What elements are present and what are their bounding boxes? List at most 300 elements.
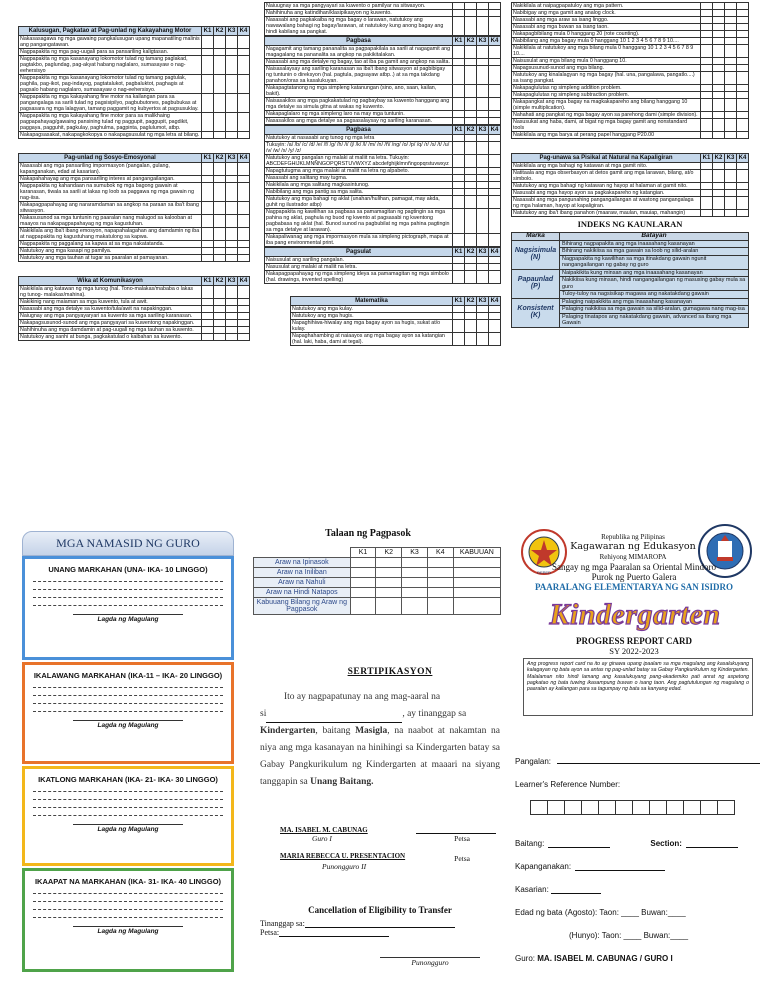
rating-cell[interactable]: [202, 334, 214, 341]
rating-cell[interactable]: [477, 306, 489, 313]
rating-cell[interactable]: [214, 286, 226, 299]
rating-cell[interactable]: [453, 135, 465, 142]
rating-cell[interactable]: [226, 299, 238, 306]
rating-cell[interactable]: [477, 168, 489, 175]
rating-cell[interactable]: [226, 183, 238, 202]
rating-cell[interactable]: [737, 24, 749, 31]
rating-cell[interactable]: [465, 59, 477, 66]
rating-cell[interactable]: [737, 112, 749, 119]
rating-cell[interactable]: [489, 98, 501, 111]
rating-cell[interactable]: [477, 17, 489, 36]
rating-cell[interactable]: [725, 119, 737, 132]
rating-cell[interactable]: [226, 327, 238, 334]
rating-cell[interactable]: [202, 320, 214, 327]
rating-cell[interactable]: [226, 334, 238, 341]
rating-cell[interactable]: [453, 271, 465, 284]
attendance-cell[interactable]: [350, 578, 376, 588]
rating-cell[interactable]: [701, 24, 713, 31]
rating-cell[interactable]: [238, 334, 250, 341]
rating-cell[interactable]: [226, 255, 238, 262]
lrn-digit-box[interactable]: [700, 800, 718, 815]
rating-cell[interactable]: [725, 31, 737, 38]
rating-cell[interactable]: [202, 228, 214, 241]
rating-cell[interactable]: [737, 210, 749, 217]
rating-cell[interactable]: [725, 45, 737, 58]
observation-quarter-box[interactable]: [22, 766, 234, 866]
rating-cell[interactable]: [737, 183, 749, 190]
rating-cell[interactable]: [214, 36, 226, 49]
rating-cell[interactable]: [214, 228, 226, 241]
rating-cell[interactable]: [701, 183, 713, 190]
note-line[interactable]: [33, 791, 223, 792]
rating-cell[interactable]: [477, 257, 489, 264]
rating-cell[interactable]: [214, 163, 226, 176]
rating-cell[interactable]: [489, 59, 501, 66]
rating-cell[interactable]: [465, 66, 477, 85]
rating-cell[interactable]: [453, 46, 465, 59]
rating-cell[interactable]: [477, 118, 489, 125]
rating-cell[interactable]: [477, 264, 489, 271]
observation-quarter-box[interactable]: [22, 556, 234, 660]
rating-cell[interactable]: [737, 3, 749, 10]
rating-cell[interactable]: [477, 85, 489, 98]
rating-cell[interactable]: [214, 327, 226, 334]
rating-cell[interactable]: [477, 135, 489, 142]
rating-cell[interactable]: [214, 202, 226, 215]
rating-cell[interactable]: [465, 135, 477, 142]
rating-cell[interactable]: [701, 119, 713, 132]
rating-cell[interactable]: [489, 175, 501, 182]
rating-cell[interactable]: [453, 142, 465, 155]
rating-cell[interactable]: [713, 72, 725, 85]
rating-cell[interactable]: [465, 10, 477, 17]
rating-cell[interactable]: [725, 17, 737, 24]
rating-cell[interactable]: [725, 170, 737, 183]
rating-cell[interactable]: [713, 85, 725, 92]
rating-cell[interactable]: [453, 189, 465, 196]
signature-line[interactable]: [73, 720, 183, 721]
rating-cell[interactable]: [238, 306, 250, 313]
rating-cell[interactable]: [214, 313, 226, 320]
rating-cell[interactable]: [453, 257, 465, 264]
rating-cell[interactable]: [238, 327, 250, 334]
rating-cell[interactable]: [489, 264, 501, 271]
rating-cell[interactable]: [465, 98, 477, 111]
rating-cell[interactable]: [701, 112, 713, 119]
rating-cell[interactable]: [214, 306, 226, 313]
rating-cell[interactable]: [238, 163, 250, 176]
rating-cell[interactable]: [202, 299, 214, 306]
lrn-digit-box[interactable]: [615, 800, 633, 815]
rating-cell[interactable]: [737, 197, 749, 210]
rating-cell[interactable]: [701, 58, 713, 65]
rating-cell[interactable]: [453, 118, 465, 125]
rating-cell[interactable]: [737, 119, 749, 132]
rating-cell[interactable]: [477, 46, 489, 59]
rating-cell[interactable]: [737, 92, 749, 99]
attendance-cell[interactable]: [402, 578, 428, 588]
rating-cell[interactable]: [477, 234, 489, 247]
rating-cell[interactable]: [226, 320, 238, 327]
rating-cell[interactable]: [465, 46, 477, 59]
rating-cell[interactable]: [725, 85, 737, 92]
rating-cell[interactable]: [214, 255, 226, 262]
attendance-cell[interactable]: [376, 568, 402, 578]
note-line[interactable]: [33, 799, 223, 800]
note-line[interactable]: [33, 893, 223, 894]
rating-cell[interactable]: [226, 75, 238, 94]
rating-cell[interactable]: [214, 241, 226, 248]
rating-cell[interactable]: [701, 92, 713, 99]
rating-cell[interactable]: [238, 183, 250, 202]
rating-cell[interactable]: [701, 65, 713, 72]
rating-cell[interactable]: [202, 183, 214, 202]
rating-cell[interactable]: [202, 286, 214, 299]
rating-cell[interactable]: [713, 170, 725, 183]
rating-cell[interactable]: [202, 176, 214, 183]
rating-cell[interactable]: [465, 264, 477, 271]
rating-cell[interactable]: [465, 85, 477, 98]
rating-cell[interactable]: [238, 228, 250, 241]
rating-cell[interactable]: [214, 334, 226, 341]
rating-cell[interactable]: [465, 17, 477, 36]
rating-cell[interactable]: [238, 36, 250, 49]
rating-cell[interactable]: [202, 163, 214, 176]
rating-cell[interactable]: [465, 189, 477, 196]
rating-cell[interactable]: [701, 132, 713, 139]
rating-cell[interactable]: [226, 248, 238, 255]
rating-cell[interactable]: [465, 313, 477, 320]
birthdate-field[interactable]: [515, 862, 760, 871]
rating-cell[interactable]: [737, 10, 749, 17]
rating-cell[interactable]: [453, 264, 465, 271]
rating-cell[interactable]: [701, 85, 713, 92]
rating-cell[interactable]: [713, 99, 725, 112]
rating-cell[interactable]: [453, 182, 465, 189]
rating-cell[interactable]: [238, 176, 250, 183]
rating-cell[interactable]: [713, 92, 725, 99]
rating-cell[interactable]: [202, 113, 214, 132]
rating-cell[interactable]: [489, 320, 501, 333]
rating-cell[interactable]: [725, 92, 737, 99]
rating-cell[interactable]: [238, 241, 250, 248]
rating-cell[interactable]: [701, 190, 713, 197]
rating-cell[interactable]: [713, 31, 725, 38]
rating-cell[interactable]: [226, 113, 238, 132]
rating-cell[interactable]: [725, 99, 737, 112]
rating-cell[interactable]: [202, 255, 214, 262]
rating-cell[interactable]: [202, 75, 214, 94]
rating-cell[interactable]: [489, 333, 501, 346]
rating-cell[interactable]: [238, 56, 250, 75]
rating-cell[interactable]: [202, 215, 214, 228]
rating-cell[interactable]: [725, 190, 737, 197]
rating-cell[interactable]: [713, 58, 725, 65]
age-august-field[interactable]: Edad ng bata (Agosto): Taon: ____ Buwan:____: [515, 908, 686, 917]
rating-cell[interactable]: [453, 313, 465, 320]
rating-cell[interactable]: [725, 210, 737, 217]
rating-cell[interactable]: [713, 197, 725, 210]
rating-cell[interactable]: [737, 45, 749, 58]
rating-cell[interactable]: [701, 31, 713, 38]
rating-cell[interactable]: [701, 72, 713, 85]
rating-cell[interactable]: [238, 94, 250, 113]
lrn-digit-box[interactable]: [717, 800, 735, 815]
rating-cell[interactable]: [725, 24, 737, 31]
rating-cell[interactable]: [453, 306, 465, 313]
rating-cell[interactable]: [737, 190, 749, 197]
rating-cell[interactable]: [202, 202, 214, 215]
note-line[interactable]: [33, 807, 223, 808]
rating-cell[interactable]: [238, 215, 250, 228]
rating-cell[interactable]: [453, 66, 465, 85]
rating-cell[interactable]: [701, 3, 713, 10]
rating-cell[interactable]: [465, 182, 477, 189]
rating-cell[interactable]: [477, 196, 489, 209]
lrn-digit-box[interactable]: [581, 800, 599, 815]
sex-field[interactable]: [515, 885, 760, 894]
rating-cell[interactable]: [489, 118, 501, 125]
rating-cell[interactable]: [477, 189, 489, 196]
rating-cell[interactable]: [465, 196, 477, 209]
rating-cell[interactable]: [202, 241, 214, 248]
note-line[interactable]: [33, 581, 223, 582]
rating-cell[interactable]: [713, 38, 725, 45]
rating-cell[interactable]: [725, 163, 737, 170]
rating-cell[interactable]: [489, 196, 501, 209]
attendance-cell[interactable]: [376, 558, 402, 568]
rating-cell[interactable]: [226, 241, 238, 248]
attendance-cell[interactable]: [427, 598, 453, 615]
signature-line[interactable]: [73, 926, 183, 927]
rating-cell[interactable]: [238, 299, 250, 306]
rating-cell[interactable]: [737, 72, 749, 85]
rating-cell[interactable]: [453, 320, 465, 333]
rating-cell[interactable]: [725, 65, 737, 72]
rating-cell[interactable]: [226, 286, 238, 299]
attendance-cell[interactable]: [427, 588, 453, 598]
rating-cell[interactable]: [737, 85, 749, 92]
rating-cell[interactable]: [202, 56, 214, 75]
rating-cell[interactable]: [238, 132, 250, 139]
rating-cell[interactable]: [489, 189, 501, 196]
rating-cell[interactable]: [477, 271, 489, 284]
rating-cell[interactable]: [202, 49, 214, 56]
rating-cell[interactable]: [701, 10, 713, 17]
lrn-boxes[interactable]: [531, 800, 760, 815]
rating-cell[interactable]: [713, 10, 725, 17]
rating-cell[interactable]: [465, 333, 477, 346]
attendance-cell[interactable]: [350, 598, 376, 615]
note-line[interactable]: [33, 815, 223, 816]
rating-cell[interactable]: [477, 3, 489, 10]
rating-cell[interactable]: [477, 313, 489, 320]
rating-cell[interactable]: [226, 163, 238, 176]
rating-cell[interactable]: [214, 299, 226, 306]
rating-cell[interactable]: [477, 98, 489, 111]
rating-cell[interactable]: [226, 306, 238, 313]
rating-cell[interactable]: [453, 168, 465, 175]
rating-cell[interactable]: [489, 85, 501, 98]
rating-cell[interactable]: [713, 119, 725, 132]
rating-cell[interactable]: [725, 72, 737, 85]
rating-cell[interactable]: [202, 94, 214, 113]
rating-cell[interactable]: [701, 99, 713, 112]
rating-cell[interactable]: [238, 313, 250, 320]
rating-cell[interactable]: [226, 56, 238, 75]
rating-cell[interactable]: [477, 142, 489, 155]
attendance-cell[interactable]: [402, 588, 428, 598]
rating-cell[interactable]: [489, 168, 501, 175]
rating-cell[interactable]: [713, 45, 725, 58]
rating-cell[interactable]: [489, 135, 501, 142]
rating-cell[interactable]: [202, 306, 214, 313]
rating-cell[interactable]: [214, 183, 226, 202]
rating-cell[interactable]: [453, 111, 465, 118]
note-line[interactable]: [33, 711, 223, 712]
attendance-cell[interactable]: [376, 588, 402, 598]
rating-cell[interactable]: [202, 327, 214, 334]
rating-cell[interactable]: [701, 197, 713, 210]
attendance-cell[interactable]: [453, 558, 500, 568]
signature-line[interactable]: [73, 824, 183, 825]
rating-cell[interactable]: [202, 313, 214, 320]
rating-cell[interactable]: [725, 10, 737, 17]
rating-cell[interactable]: [713, 24, 725, 31]
rating-cell[interactable]: [226, 176, 238, 183]
rating-cell[interactable]: [477, 209, 489, 234]
rating-cell[interactable]: [737, 17, 749, 24]
rating-cell[interactable]: [238, 320, 250, 327]
rating-cell[interactable]: [453, 17, 465, 36]
lrn-digit-box[interactable]: [547, 800, 565, 815]
attendance-cell[interactable]: [453, 598, 500, 615]
attendance-cell[interactable]: [350, 568, 376, 578]
rating-cell[interactable]: [465, 3, 477, 10]
rating-cell[interactable]: [737, 31, 749, 38]
rating-cell[interactable]: [725, 3, 737, 10]
rating-cell[interactable]: [453, 209, 465, 234]
rating-cell[interactable]: [465, 175, 477, 182]
rating-cell[interactable]: [701, 45, 713, 58]
rating-cell[interactable]: [489, 111, 501, 118]
rating-cell[interactable]: [465, 234, 477, 247]
rating-cell[interactable]: [489, 306, 501, 313]
rating-cell[interactable]: [477, 320, 489, 333]
note-line[interactable]: [33, 901, 223, 902]
rating-cell[interactable]: [477, 10, 489, 17]
rating-cell[interactable]: [701, 17, 713, 24]
rating-cell[interactable]: [453, 333, 465, 346]
rating-cell[interactable]: [737, 99, 749, 112]
section-field[interactable]: [650, 839, 738, 848]
rating-cell[interactable]: [477, 175, 489, 182]
rating-cell[interactable]: [477, 59, 489, 66]
rating-cell[interactable]: [453, 155, 465, 168]
rating-cell[interactable]: [214, 94, 226, 113]
rating-cell[interactable]: [453, 10, 465, 17]
rating-cell[interactable]: [465, 111, 477, 118]
rating-cell[interactable]: [465, 257, 477, 264]
attendance-cell[interactable]: [376, 578, 402, 588]
rating-cell[interactable]: [238, 49, 250, 56]
rating-cell[interactable]: [713, 112, 725, 119]
rating-cell[interactable]: [226, 313, 238, 320]
rating-cell[interactable]: [214, 75, 226, 94]
rating-cell[interactable]: [489, 313, 501, 320]
rating-cell[interactable]: [465, 306, 477, 313]
rating-cell[interactable]: [701, 210, 713, 217]
rating-cell[interactable]: [465, 142, 477, 155]
rating-cell[interactable]: [737, 163, 749, 170]
rating-cell[interactable]: [701, 163, 713, 170]
rating-cell[interactable]: [489, 142, 501, 155]
rating-cell[interactable]: [713, 183, 725, 190]
rating-cell[interactable]: [453, 234, 465, 247]
rating-cell[interactable]: [489, 17, 501, 36]
rating-cell[interactable]: [713, 65, 725, 72]
note-line[interactable]: [33, 917, 223, 918]
rating-cell[interactable]: [489, 10, 501, 17]
signature-line[interactable]: [73, 614, 183, 615]
note-line[interactable]: [33, 605, 223, 606]
rating-cell[interactable]: [453, 3, 465, 10]
observation-quarter-box[interactable]: [22, 662, 234, 764]
lrn-digit-box[interactable]: [649, 800, 667, 815]
attendance-cell[interactable]: [453, 568, 500, 578]
rating-cell[interactable]: [477, 333, 489, 346]
rating-cell[interactable]: [214, 248, 226, 255]
rating-cell[interactable]: [477, 182, 489, 189]
rating-cell[interactable]: [489, 155, 501, 168]
rating-cell[interactable]: [226, 49, 238, 56]
baitang-field[interactable]: [515, 839, 610, 848]
attendance-cell[interactable]: [453, 578, 500, 588]
rating-cell[interactable]: [737, 170, 749, 183]
rating-cell[interactable]: [489, 3, 501, 10]
lrn-digit-box[interactable]: [598, 800, 616, 815]
attendance-cell[interactable]: [453, 588, 500, 598]
rating-cell[interactable]: [465, 320, 477, 333]
lrn-digit-box[interactable]: [564, 800, 582, 815]
rating-cell[interactable]: [453, 98, 465, 111]
rating-cell[interactable]: [489, 182, 501, 189]
attendance-cell[interactable]: [376, 598, 402, 615]
rating-cell[interactable]: [489, 271, 501, 284]
rating-cell[interactable]: [489, 209, 501, 234]
attendance-cell[interactable]: [350, 558, 376, 568]
rating-cell[interactable]: [453, 196, 465, 209]
lrn-digit-box[interactable]: [683, 800, 701, 815]
rating-cell[interactable]: [489, 257, 501, 264]
rating-cell[interactable]: [465, 118, 477, 125]
age-june-field[interactable]: (Hunyo): Taon: ____ Buwan:____: [569, 931, 689, 940]
rating-cell[interactable]: [489, 234, 501, 247]
rating-cell[interactable]: [453, 59, 465, 66]
rating-cell[interactable]: [489, 46, 501, 59]
rating-cell[interactable]: [226, 228, 238, 241]
rating-cell[interactable]: [737, 38, 749, 45]
rating-cell[interactable]: [214, 113, 226, 132]
rating-cell[interactable]: [701, 170, 713, 183]
rating-cell[interactable]: [713, 163, 725, 170]
rating-cell[interactable]: [202, 132, 214, 139]
rating-cell[interactable]: [226, 36, 238, 49]
rating-cell[interactable]: [713, 132, 725, 139]
note-line[interactable]: [33, 703, 223, 704]
rating-cell[interactable]: [214, 176, 226, 183]
rating-cell[interactable]: [713, 3, 725, 10]
